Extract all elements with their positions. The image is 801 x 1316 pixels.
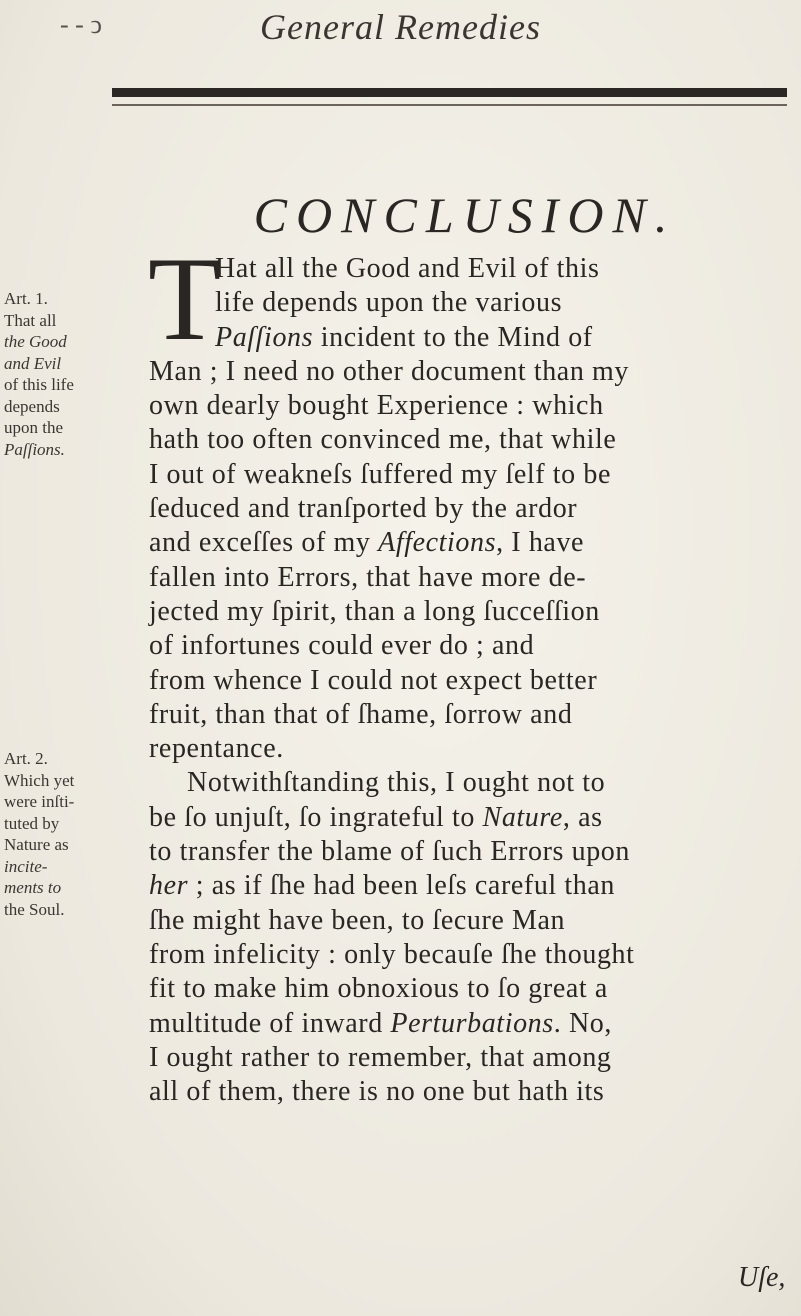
body-line: fit to make him obnoxious to ſo great a [149, 973, 608, 1005]
body-line: Hat all the Good and Evil of this [215, 253, 600, 284]
body-line: to transfer the blame of ſuch Errors upon [149, 836, 631, 868]
body-line: Paſſions incident to the Mind of [215, 321, 593, 353]
body-line: from infelicity : only becauſe ſhe thought [149, 938, 635, 970]
header-rule-thick [112, 88, 787, 97]
body-line: of infortunes could ever do ; and [149, 630, 535, 662]
margin-note-line: Which yet [4, 770, 75, 790]
body-line: all of them, there is no one but hath its [149, 1076, 605, 1108]
body-line: life depends upon the various [215, 287, 563, 319]
margin-note-art1 [4, 288, 74, 460]
margin-note-line: Art. 2. [4, 749, 48, 768]
running-head: General Remedies [260, 7, 541, 47]
margin-note-line: of this life [4, 375, 74, 394]
body-line: and exceſſes of my Affections, I have [149, 527, 585, 559]
margin-note-line: Nature as [4, 835, 69, 854]
margin-note-line: incite- [4, 856, 48, 876]
body-line: repentance. [149, 733, 284, 765]
section-title: CONCLUSION. [253, 187, 677, 243]
body-line: jected my ſpirit, than a long ſucceſſion [149, 595, 600, 627]
margin-note-line: Art. 1. [4, 289, 48, 308]
margin-note-line: tuted by [4, 813, 60, 833]
body-text [149, 252, 800, 1109]
body-line: her ; as if ſhe had been leſs careful than [149, 870, 616, 902]
body-line: hath too often convinced me, that while [149, 424, 617, 456]
body-line: ſhe might have been, to ſecure Man [149, 904, 566, 936]
margin-note-line: were inſti- [4, 792, 75, 811]
margin-note-line: ments to [4, 878, 62, 897]
body-line: own dearly bought Experience : which [149, 390, 604, 422]
body-line: ſeduced and tranſported by the ardor [149, 493, 578, 525]
catchword: Uſe, [738, 1262, 786, 1293]
body-line: Man ; I need no other document than my [149, 355, 630, 387]
body-line: fallen into Errors, that have more de- [149, 561, 587, 593]
body-line: multitude of inward Perturbations. No, [149, 1007, 612, 1039]
corner-mark: - - ↄ [60, 10, 102, 39]
body-line: Notwithſtanding this, I ought not to [187, 767, 606, 799]
margin-note-line: That all [4, 310, 57, 330]
margin-note-line: depends [4, 396, 60, 416]
margin-note-line: Paſſions. [4, 439, 65, 459]
body-line: fruit, than that of ſhame, ſorrow and [149, 698, 573, 730]
margin-note-line: the Good [4, 332, 67, 351]
body-line: from whence I could not expect better [149, 664, 598, 696]
margin-note-line: and Evil [4, 353, 62, 373]
margin-note-line: the Soul. [4, 899, 65, 919]
body-line: I out of weakneſs ſuffered my ſelf to be [149, 458, 612, 490]
drop-cap: T [148, 232, 222, 365]
body-line: be ſo unjuſt, ſo ingrateful to Nature, as [149, 801, 603, 833]
margin-note-art2 [4, 748, 74, 920]
body-line: I ought rather to remember, that among [149, 1041, 612, 1073]
margin-note-line: upon the [4, 418, 64, 437]
header-rule-thin [112, 104, 787, 106]
